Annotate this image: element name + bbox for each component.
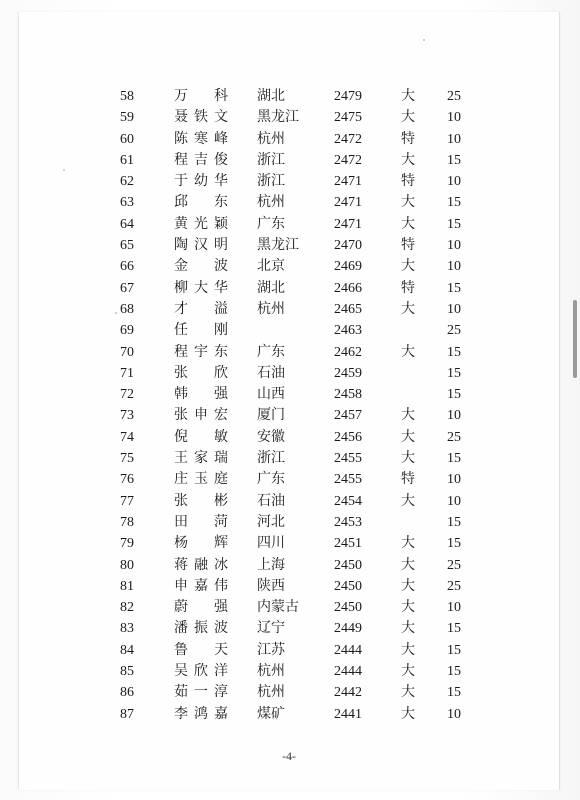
grade-cell: 大	[401, 493, 415, 509]
player-name-cell: 柳大华	[174, 280, 228, 296]
score-cell: 15	[447, 642, 461, 658]
grade-cell: 大	[401, 344, 415, 360]
table-row	[19, 299, 559, 320]
region-cell: 杭州	[257, 664, 285, 680]
grade-cell: 大	[401, 408, 415, 424]
rating-cell: 2455	[334, 451, 362, 467]
region-cell: 内蒙古	[257, 600, 299, 616]
rating-cell: 2456	[334, 429, 362, 445]
score-cell: 15	[447, 216, 461, 232]
player-name-cell: 金波	[174, 259, 228, 275]
grade-cell: 特	[401, 472, 415, 488]
score-cell: 10	[447, 238, 461, 254]
region-cell: 广东	[257, 216, 285, 232]
player-name-cell: 杨辉	[174, 536, 228, 552]
grade-cell: 大	[401, 451, 415, 467]
table-row	[19, 129, 559, 150]
table-row	[19, 640, 559, 661]
region-cell: 安徽	[257, 429, 285, 445]
grade-cell: 大	[401, 642, 415, 658]
region-cell: 江苏	[257, 642, 285, 658]
score-cell: 25	[447, 89, 461, 104]
table-row	[19, 235, 559, 256]
grade-cell: 大	[401, 536, 415, 552]
table-row	[19, 448, 559, 469]
player-name-cell: 于幼华	[174, 174, 228, 190]
grade-cell: 特	[401, 238, 415, 254]
rank-cell: 72	[120, 387, 134, 403]
table-row	[19, 171, 559, 192]
score-cell: 15	[447, 195, 461, 211]
player-name-cell: 邱东	[174, 195, 228, 211]
rank-cell: 87	[120, 706, 134, 722]
region-cell: 陕西	[257, 578, 285, 594]
rating-cell: 2463	[334, 323, 362, 339]
region-cell: 河北	[257, 514, 285, 530]
rank-cell: 80	[120, 557, 134, 573]
rank-cell: 74	[120, 429, 134, 445]
rank-cell: 60	[120, 131, 134, 147]
table-row	[19, 555, 559, 576]
player-name-cell: 吴欣洋	[174, 664, 228, 680]
grade-cell: 大	[401, 216, 415, 232]
table-row	[19, 320, 559, 341]
player-name-cell: 庄玉庭	[174, 472, 228, 488]
player-name-cell: 李鸿嘉	[174, 706, 228, 722]
rank-cell: 79	[120, 536, 134, 552]
rating-cell: 2458	[334, 387, 362, 403]
player-name-cell: 万科	[174, 89, 228, 104]
rank-cell: 63	[120, 195, 134, 211]
table-row	[19, 576, 559, 597]
table-row	[19, 342, 559, 363]
player-name-cell: 陶汉明	[174, 238, 228, 254]
table-row	[19, 405, 559, 426]
rating-cell: 2479	[334, 89, 362, 104]
score-cell: 15	[447, 514, 461, 530]
player-name-cell: 程吉俊	[174, 152, 228, 168]
table-row	[19, 704, 559, 725]
rank-cell: 83	[120, 621, 134, 637]
page-number: -4-	[282, 749, 296, 763]
player-name-cell: 任刚	[174, 323, 228, 339]
rating-cell: 2466	[334, 280, 362, 296]
player-name-cell: 张欣	[174, 365, 228, 381]
player-name-cell: 蒋融冰	[174, 557, 228, 573]
score-cell: 10	[447, 472, 461, 488]
rating-cell: 2455	[334, 472, 362, 488]
player-name-cell: 田菏	[174, 514, 228, 530]
rating-cell: 2470	[334, 238, 362, 254]
player-name-cell: 茹一淳	[174, 685, 228, 701]
rank-cell: 69	[120, 323, 134, 339]
paper-speck	[115, 312, 117, 314]
score-cell: 15	[447, 280, 461, 296]
grade-cell: 大	[401, 110, 415, 126]
player-name-cell: 潘振波	[174, 621, 228, 637]
document-page	[18, 12, 560, 790]
rating-cell: 2442	[334, 685, 362, 701]
score-cell: 15	[447, 536, 461, 552]
table-row	[19, 618, 559, 639]
region-cell: 石油	[257, 493, 285, 509]
rank-cell: 61	[120, 152, 134, 168]
table-row	[19, 150, 559, 171]
table-row	[19, 86, 559, 107]
rating-cell: 2451	[334, 536, 362, 552]
table-row	[19, 256, 559, 277]
score-cell: 25	[447, 578, 461, 594]
table-row	[19, 427, 559, 448]
score-cell: 15	[447, 344, 461, 360]
grade-cell: 大	[401, 664, 415, 680]
player-name-cell: 才溢	[174, 301, 228, 317]
player-name-cell: 韩强	[174, 387, 228, 403]
region-cell: 湖北	[257, 280, 285, 296]
rating-cell: 2472	[334, 152, 362, 168]
score-cell: 10	[447, 131, 461, 147]
region-cell: 广东	[257, 472, 285, 488]
grade-cell: 大	[401, 557, 415, 573]
table-row	[19, 384, 559, 405]
table-row	[19, 682, 559, 703]
rank-cell: 68	[120, 301, 134, 317]
rank-cell: 86	[120, 685, 134, 701]
rank-cell: 71	[120, 365, 134, 381]
rank-cell: 85	[120, 664, 134, 680]
rating-cell: 2459	[334, 365, 362, 381]
table-row	[19, 661, 559, 682]
rank-cell: 65	[120, 238, 134, 254]
score-cell: 10	[447, 706, 461, 722]
region-cell: 北京	[257, 259, 285, 275]
player-name-cell: 王家瑞	[174, 451, 228, 467]
table-row	[19, 512, 559, 533]
rank-cell: 67	[120, 280, 134, 296]
score-cell: 15	[447, 451, 461, 467]
rating-cell: 2441	[334, 706, 362, 722]
region-cell: 杭州	[257, 301, 285, 317]
score-cell: 10	[447, 600, 461, 616]
rank-cell: 59	[120, 110, 134, 126]
grade-cell: 大	[401, 600, 415, 616]
paper-speck	[423, 39, 425, 41]
region-cell: 辽宁	[257, 621, 285, 637]
ranking-table	[19, 86, 559, 725]
rank-cell: 81	[120, 578, 134, 594]
rating-cell: 2453	[334, 514, 362, 530]
rating-cell: 2450	[334, 600, 362, 616]
score-cell: 25	[447, 323, 461, 339]
table-row	[19, 469, 559, 490]
player-name-cell: 蔚强	[174, 600, 228, 616]
grade-cell: 特	[401, 174, 415, 190]
grade-cell: 大	[401, 301, 415, 317]
score-cell: 25	[447, 557, 461, 573]
score-cell: 10	[447, 301, 461, 317]
grade-cell: 大	[401, 685, 415, 701]
rating-cell: 2450	[334, 557, 362, 573]
region-cell: 四川	[257, 536, 285, 552]
player-name-cell: 鲁天	[174, 642, 228, 658]
region-cell: 黑龙江	[257, 238, 299, 254]
rating-cell: 2444	[334, 642, 362, 658]
score-cell: 15	[447, 152, 461, 168]
grade-cell: 特	[401, 280, 415, 296]
score-cell: 10	[447, 259, 461, 275]
player-name-cell: 张彬	[174, 493, 228, 509]
rank-cell: 66	[120, 259, 134, 275]
player-name-cell: 张申宏	[174, 408, 228, 424]
score-cell: 10	[447, 174, 461, 190]
grade-cell: 大	[401, 152, 415, 168]
grade-cell: 大	[401, 259, 415, 275]
rating-cell: 2462	[334, 344, 362, 360]
rating-cell: 2471	[334, 216, 362, 232]
score-cell: 10	[447, 408, 461, 424]
rating-cell: 2475	[334, 110, 362, 126]
region-cell: 浙江	[257, 174, 285, 190]
rank-cell: 58	[120, 89, 134, 104]
grade-cell: 大	[401, 706, 415, 722]
score-cell: 10	[447, 493, 461, 509]
rank-cell: 64	[120, 216, 134, 232]
player-name-cell: 黄光颖	[174, 216, 228, 232]
region-cell: 厦门	[257, 408, 285, 424]
rank-cell: 84	[120, 642, 134, 658]
grade-cell: 特	[401, 131, 415, 147]
rank-cell: 78	[120, 514, 134, 530]
region-cell: 黑龙江	[257, 110, 299, 126]
table-row	[19, 214, 559, 235]
rank-cell: 77	[120, 493, 134, 509]
rank-cell: 70	[120, 344, 134, 360]
grade-cell: 大	[401, 578, 415, 594]
region-cell: 杭州	[257, 685, 285, 701]
rating-cell: 2454	[334, 493, 362, 509]
score-cell: 15	[447, 685, 461, 701]
grade-cell: 大	[401, 195, 415, 211]
score-cell: 15	[447, 621, 461, 637]
rating-cell: 2471	[334, 195, 362, 211]
rating-cell: 2450	[334, 578, 362, 594]
table-row	[19, 597, 559, 618]
rank-cell: 76	[120, 472, 134, 488]
region-cell: 湖北	[257, 89, 285, 104]
rating-cell: 2457	[334, 408, 362, 424]
region-cell: 石油	[257, 365, 285, 381]
rank-cell: 75	[120, 451, 134, 467]
rating-cell: 2449	[334, 621, 362, 637]
rating-cell: 2465	[334, 301, 362, 317]
table-row	[19, 491, 559, 512]
table-row	[19, 107, 559, 128]
table-row	[19, 363, 559, 384]
player-name-cell: 倪敏	[174, 429, 228, 445]
region-cell: 浙江	[257, 451, 285, 467]
grade-cell: 大	[401, 429, 415, 445]
scrollbar-thumb[interactable]	[573, 300, 577, 378]
rating-cell: 2469	[334, 259, 362, 275]
region-cell: 煤矿	[257, 706, 285, 722]
score-cell: 15	[447, 365, 461, 381]
region-cell: 广东	[257, 344, 285, 360]
player-name-cell: 陈寒峰	[174, 131, 228, 147]
score-cell: 15	[447, 387, 461, 403]
rank-cell: 82	[120, 600, 134, 616]
score-cell: 10	[447, 110, 461, 126]
region-cell: 杭州	[257, 195, 285, 211]
rating-cell: 2472	[334, 131, 362, 147]
rank-cell: 73	[120, 408, 134, 424]
player-name-cell: 程宇东	[174, 344, 228, 360]
grade-cell: 大	[401, 621, 415, 637]
score-cell: 15	[447, 664, 461, 680]
rating-cell: 2444	[334, 664, 362, 680]
region-cell: 杭州	[257, 131, 285, 147]
region-cell: 上海	[257, 557, 285, 573]
score-cell: 25	[447, 429, 461, 445]
region-cell: 山西	[257, 387, 285, 403]
table-row	[19, 533, 559, 554]
paper-speck	[63, 169, 65, 171]
table-row	[19, 192, 559, 213]
grade-cell: 大	[401, 89, 415, 104]
player-name-cell: 聂铁文	[174, 110, 228, 126]
table-row	[19, 278, 559, 299]
region-cell: 浙江	[257, 152, 285, 168]
player-name-cell: 申嘉伟	[174, 578, 228, 594]
rank-cell: 62	[120, 174, 134, 190]
rating-cell: 2471	[334, 174, 362, 190]
